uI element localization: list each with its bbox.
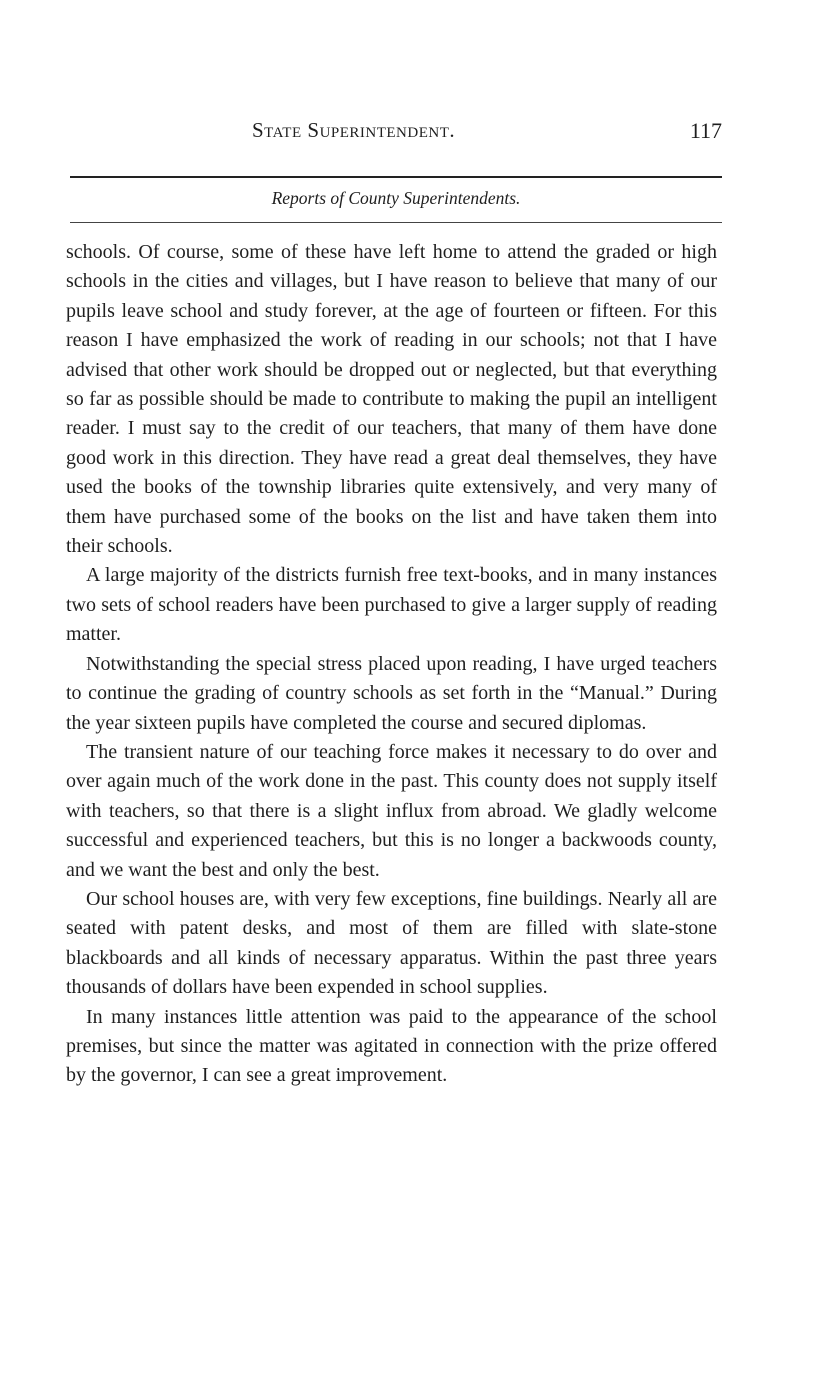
- paragraph-text-books: A large majority of the districts furnish free text-books, and in many instances two sets of school readers have been purchased to give a larger supply of reading matter.: [66, 564, 717, 646]
- page-number: 117: [689, 118, 722, 143]
- paragraph-continued: schools. Of course, some of these have left home to attend the graded or high schools in the cities and villages, but I have reason to believe that many of our pupils leave school and study forever, at the age of fourteen or fifteen. For this reason I have emphasized the work of reading in our schools; not that I have advised that other work should be dropped out or neglected, but that everything so far as possible should be made to contribute to making the pupil an intelligent reader. I must say to the credit of our teachers, that many of them have done good work in this direction. They have read a great deal themselves, they have used the books of the township libraries quite extensively, and very many of them have purchased some of the books on the list and have taken them into their schools.: [66, 241, 717, 558]
- header-rule: [70, 176, 722, 178]
- subheading-rule: [70, 222, 722, 223]
- running-title: State Superintendent.: [252, 118, 456, 142]
- page-header: [70, 118, 722, 150]
- paragraph-teaching-force: The transient nature of our teaching force makes it necessary to do over and over again much of the work done in the past. This county does not supply itself with teachers, so that there is a slight influx from abroad. We gladly welcome successful and experienced teachers, but this is no longer a backwoods county, and we want the best and only the best.: [66, 740, 717, 881]
- paragraph-premises: In many instances little attention was paid to the appearance of the school premises, but since the matter was agitated in connection with the prize offered by the governor, I can see a great improvement.: [66, 1005, 717, 1087]
- paragraph-school-houses: Our school houses are, with very few exceptions, fine buildings. Nearly all are seated with patent desks, and most of them are filled with slate-stone blackboards and all kinds of necessary apparatus. Within the past three years thousands of dollars have been expended in school supplies.: [66, 887, 717, 999]
- body-text: [66, 238, 717, 1091]
- paragraph-grading: Notwithstanding the special stress placed upon reading, I have urged teachers to continue the grading of country schools as set forth in the “Manual.” During the year sixteen pupils have completed the course and secured diplomas.: [66, 652, 717, 734]
- section-subheading: Reports of County Superintendents.: [271, 188, 521, 208]
